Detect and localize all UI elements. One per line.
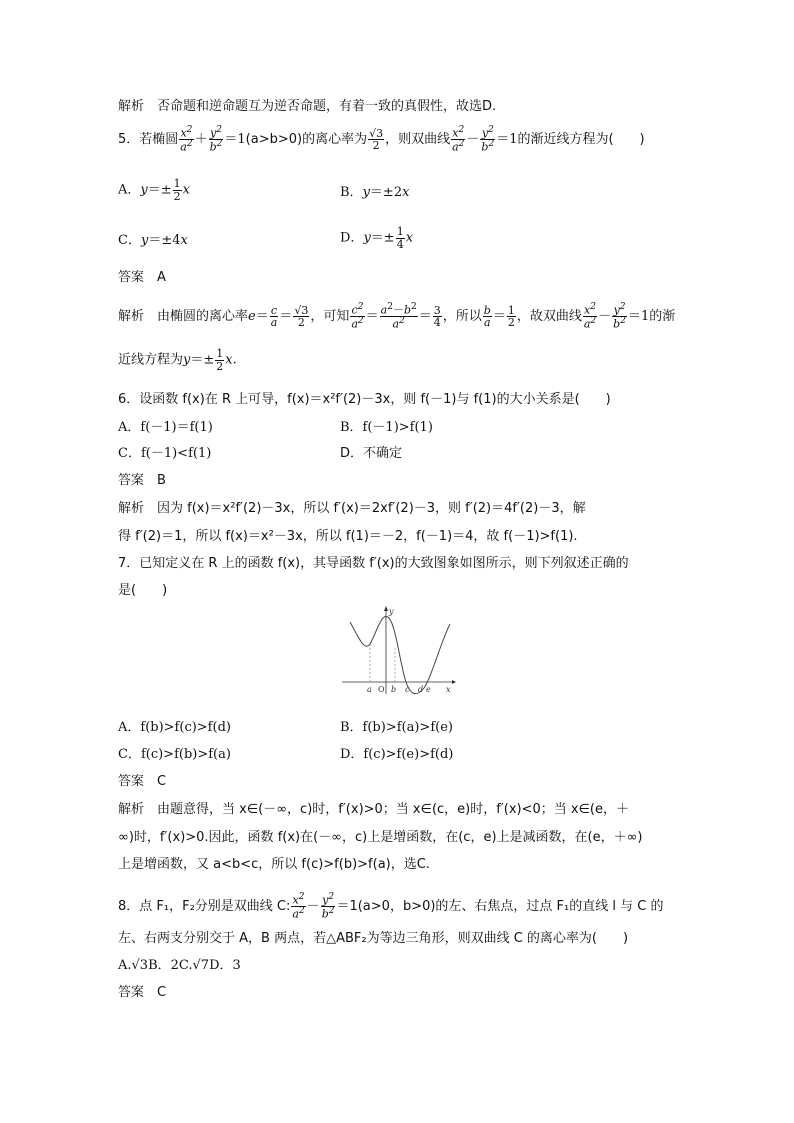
q7-answer: 答案 C — [118, 774, 167, 789]
q5-option-c: C．y＝±4x — [118, 233, 188, 248]
q6-analysis-line2: 得 f′(2)＝1，所以 f(x)＝x²－3x，所以 f(1)＝－2，f(－1)＝4，故 f(－1)>f(1). — [118, 529, 578, 544]
q6-option-a: A．f(－1)＝f(1) — [118, 420, 213, 435]
q6-analysis-line1: 解析 因为 f(x)＝x²f′(2)－3x，所以 f′(x)＝2xf′(2)－3，则 f′(2)＝4f′(2)－3，解 — [118, 501, 586, 516]
q5-frac-sqrt3-2: $\frac{√3}{2}$ — [369, 126, 384, 153]
label-d: d — [418, 685, 424, 694]
label-c: c — [405, 685, 410, 694]
x-axis-arrow — [452, 680, 456, 684]
q5-analysis-line2: 近线方程为y＝± $\frac{1}{2}$ x. — [118, 347, 237, 373]
label-y: y — [389, 607, 394, 616]
q5-answer: 答案 A — [118, 270, 166, 285]
label-x: x — [446, 685, 451, 694]
label-a: a — [367, 685, 372, 694]
q7-analysis-line3: 上是增函数，又 a<b<c，所以 f(c)>f(b)>f(a)，选C. — [118, 857, 430, 872]
q5-stem-a: 5．若椭圆 — [118, 132, 179, 148]
q7-analysis-line1: 解析 由题意得，当 x∈(－∞，c)时，f′(x)>0；当 x∈(c，e)时，f′(x)<0；当 x∈(e，＋ — [118, 802, 629, 817]
q8-stem-line2: 左、右两支分别交于 A，B 两点，若△ABF₂为等边三角形，则双曲线 C 的离心率为( ) — [118, 931, 629, 946]
q7-analysis-line2: ∞)时，f′(x)>0.因此，函数 f(x)在(－∞，c)上是增函数，在(c，e)上是减函数，在(e，＋∞) — [118, 830, 643, 845]
label-e: e — [426, 685, 431, 694]
q5-frac-x2a2: $\frac{x^2}{a^2}$ — [180, 125, 193, 154]
q6-answer: 答案 B — [118, 473, 166, 488]
q5-stem-c: ，则双曲线 — [385, 132, 451, 148]
q8-answer: 答案 C — [118, 985, 167, 1000]
q5-frac-y2b2-b: $\frac{y^2}{b^2}$ — [481, 125, 495, 154]
q5-option-a: A．y＝± $\frac{1}{2}$ x — [118, 177, 190, 203]
q5-option-d: D．y＝± $\frac{1}{4}$ x — [340, 225, 414, 251]
q7-stem-line2: 是( ) — [118, 583, 168, 598]
q5-stem-d: 的渐近线方程为( ) — [517, 132, 645, 148]
q6-option-c: C．f(－1)<f(1) — [118, 446, 212, 461]
q8-stem-line1: 8．点 F₁，F₂分别是双曲线 C: $\frac{x^2}{a^2}$ － $\frac{y^2}{b^2}$ ＝1(a>0，b>0)的左、右焦点，过点 F₁的直线 l 与 C 的 — [118, 892, 664, 921]
q5-analysis-line1: 解析 由椭圆的离心率e＝ $\frac{c}{a}$ ＝ $\frac{√3}{2}$ ，可知 $\frac{c^2}{a^2}$ ＝ $\frac{a^2-b^2}{a^2}$ ＝ $\frac{3}{4}$ ，所以 $\frac{b}{a}$ ＝ $\frac{1}{2}$ ，故双曲线 $\frac{x^2}{a^2}$ － $\frac{y^2}{b^2}$ ＝1的渐 — [118, 302, 676, 331]
q5-stem-b: (a>b>0)的离心率为 — [245, 132, 368, 148]
q5-frac-y2b2: $\frac{y^2}{b^2}$ — [209, 125, 223, 154]
q4-analysis: 解析 否命题和逆命题互为逆否命题，有着一致的真假性，故选D. — [118, 99, 497, 114]
q5-option-b: B．y＝±2x — [340, 185, 410, 200]
label-b: b — [391, 685, 397, 694]
label-o: O — [378, 685, 385, 694]
q7-option-d: D．f(c)>f(e)>f(d) — [340, 747, 454, 762]
q5-frac-x2a2-b: $\frac{x^2}{a^2}$ — [452, 125, 465, 154]
q7-stem-line1: 7．已知定义在 R 上的函数 f(x)，其导函数 f′(x)的大致图象如图所示，则下列叙述正确的 — [118, 556, 629, 571]
q6-stem: 6．设函数 f(x)在 R 上可导，f(x)＝x²f′(2)－3x，则 f(－1)与 f(1)的大小关系是( ) — [118, 392, 611, 407]
q7-option-a: A．f(b)>f(c)>f(d) — [118, 720, 231, 735]
q8-options: A.√3B．2C.√7D．3 — [118, 958, 241, 973]
q7-option-c: C．f(c)>f(b)>f(a) — [118, 747, 231, 762]
q6-option-b: B．f(－1)>f(1) — [340, 420, 433, 435]
q7-derivative-graph — [340, 604, 456, 696]
q6-option-d: D．不确定 — [340, 446, 403, 461]
q5-stem: 5．若椭圆 $\frac{x^2}{a^2}$ ＋ $\frac{y^2}{b^2}$ ＝1(a>b>0)的离心率为 $\frac{√3}{2}$ ，则双曲线 $\frac{x^2}{a^2}$ － $\frac{y^2}{b^2}$ ＝1的渐近线方程为( ) — [118, 125, 645, 154]
y-axis-arrow — [384, 606, 388, 611]
q7-option-b: B．f(b)>f(a)>f(e) — [340, 720, 453, 735]
